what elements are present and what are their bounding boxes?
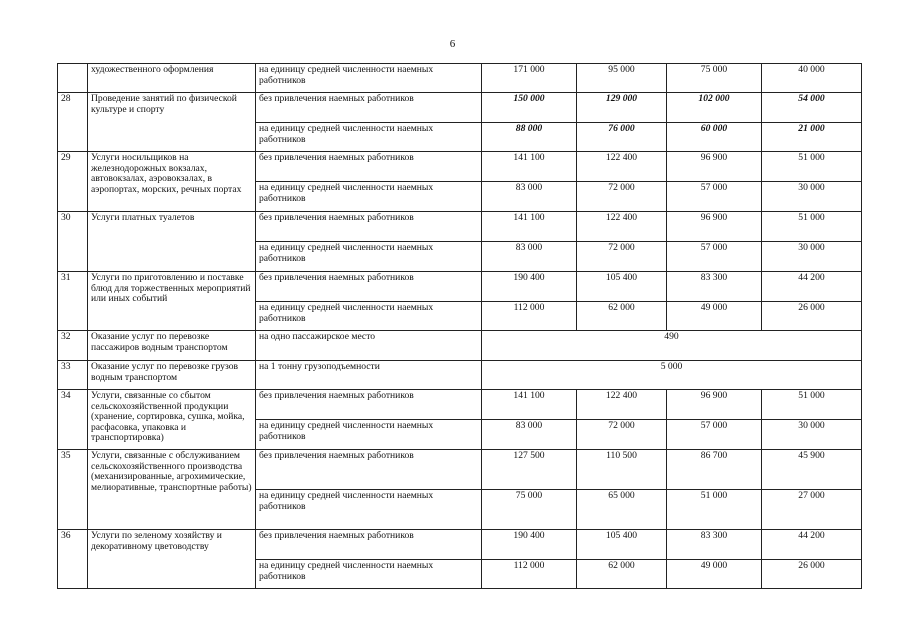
value-cell: 57 000 [667, 242, 762, 272]
table-row [58, 450, 862, 490]
service-name: Оказание услуг по перевозке пассажиров водным транспортом [88, 331, 256, 361]
unit-cell: на единицу средней численности наемных работников [256, 242, 482, 272]
value-cell: 75 000 [482, 490, 577, 530]
row-number: 33 [58, 361, 88, 390]
value-cell: 102 000 [667, 93, 762, 123]
unit-cell: на единицу средней численности наемных работников [256, 560, 482, 589]
page-number: 6 [449, 38, 456, 50]
value-cell: 96 900 [667, 212, 762, 242]
value-cell: 57 000 [667, 182, 762, 212]
service-name: Проведение занятий по физической культуре и спорту [88, 93, 256, 152]
value-cell: 21 000 [762, 123, 862, 152]
value-cell: 44 200 [762, 272, 862, 302]
value-cell: 96 900 [667, 390, 762, 420]
value-cell: 30 000 [762, 420, 862, 450]
value-cell: 88 000 [482, 123, 577, 152]
value-cell: 122 400 [577, 152, 667, 182]
unit-cell: без привлечения наемных работников [256, 212, 482, 242]
value-cell: 83 300 [667, 530, 762, 560]
merged-value-cell: 490 [482, 331, 862, 361]
value-cell: 83 000 [482, 242, 577, 272]
value-cell: 60 000 [667, 123, 762, 152]
service-name: Услуги по приготовлению и поставке блюд для торжественных мероприятий или иных событий [88, 272, 256, 331]
unit-cell: без привлечения наемных работников [256, 530, 482, 560]
value-cell: 190 400 [482, 530, 577, 560]
table-row [58, 272, 862, 302]
unit-cell: без привлечения наемных работников [256, 390, 482, 420]
table-row [58, 331, 862, 361]
value-cell: 83 300 [667, 272, 762, 302]
value-cell: 30 000 [762, 182, 862, 212]
unit-cell: на единицу средней численности наемных работников [256, 420, 482, 450]
service-name: Услуги платных туалетов [88, 212, 256, 272]
unit-cell: на единицу средней численности наемных работников [256, 123, 482, 152]
value-cell: 127 500 [482, 450, 577, 490]
value-cell: 54 000 [762, 93, 862, 123]
unit-cell: без привлечения наемных работников [256, 450, 482, 490]
service-name: Услуги по зеленому хозяйству и декоративному цветоводству [88, 530, 256, 589]
unit-cell: на единицу средней численности наемных работников [256, 490, 482, 530]
unit-cell: на 1 тонну грузоподъемности [256, 361, 482, 390]
value-cell: 62 000 [577, 560, 667, 589]
row-number: 28 [58, 93, 88, 152]
service-name: Оказание услуг по перевозке грузов водным транспортом [88, 361, 256, 390]
unit-cell: на единицу средней численности наемных работников [256, 64, 482, 93]
unit-cell: на единицу средней численности наемных работников [256, 182, 482, 212]
row-number: 29 [58, 152, 88, 212]
unit-cell: без привлечения наемных работников [256, 152, 482, 182]
row-number [58, 64, 88, 93]
value-cell: 27 000 [762, 490, 862, 530]
unit-cell: на одно пассажирское место [256, 331, 482, 361]
value-cell: 105 400 [577, 530, 667, 560]
value-cell: 141 100 [482, 390, 577, 420]
table-row [58, 152, 862, 182]
value-cell: 44 200 [762, 530, 862, 560]
table-row [58, 212, 862, 242]
value-cell: 30 000 [762, 242, 862, 272]
value-cell: 26 000 [762, 560, 862, 589]
value-cell: 122 400 [577, 212, 667, 242]
tax-rates-table [57, 63, 862, 589]
value-cell: 171 000 [482, 64, 577, 93]
value-cell: 112 000 [482, 560, 577, 589]
value-cell: 150 000 [482, 93, 577, 123]
value-cell: 95 000 [577, 64, 667, 93]
value-cell: 112 000 [482, 302, 577, 331]
merged-value-cell: 5 000 [482, 361, 862, 390]
value-cell: 51 000 [762, 390, 862, 420]
value-cell: 83 000 [482, 420, 577, 450]
value-cell: 122 400 [577, 390, 667, 420]
row-number: 36 [58, 530, 88, 589]
row-number: 30 [58, 212, 88, 272]
value-cell: 75 000 [667, 64, 762, 93]
value-cell: 86 700 [667, 450, 762, 490]
value-cell: 51 000 [762, 152, 862, 182]
value-cell: 65 000 [577, 490, 667, 530]
value-cell: 96 900 [667, 152, 762, 182]
value-cell: 76 000 [577, 123, 667, 152]
service-name: художественного оформления [88, 64, 256, 93]
row-number: 35 [58, 450, 88, 530]
value-cell: 190 400 [482, 272, 577, 302]
value-cell: 49 000 [667, 560, 762, 589]
value-cell: 26 000 [762, 302, 862, 331]
service-name: Услуги, связанные со сбытом сельскохозяйственной продукции (хранение, сортировка, сушка, мойка, расфасовка, упаковка и транспортировка) [88, 390, 256, 450]
value-cell: 110 500 [577, 450, 667, 490]
table-row [58, 64, 862, 93]
value-cell: 83 000 [482, 182, 577, 212]
value-cell: 129 000 [577, 93, 667, 123]
unit-cell: без привлечения наемных работников [256, 272, 482, 302]
unit-cell: без привлечения наемных работников [256, 93, 482, 123]
value-cell: 51 000 [762, 212, 862, 242]
value-cell: 45 900 [762, 450, 862, 490]
value-cell: 51 000 [667, 490, 762, 530]
table-row [58, 93, 862, 123]
service-name: Услуги носильщиков на железнодорожных вокзалах, автовокзалах, аэровокзалах, в аэропортах, морских, речных портах [88, 152, 256, 212]
value-cell: 62 000 [577, 302, 667, 331]
value-cell: 40 000 [762, 64, 862, 93]
value-cell: 105 400 [577, 272, 667, 302]
value-cell: 49 000 [667, 302, 762, 331]
service-name: Услуги, связанные с обслуживанием сельскохозяйственного производства (механизированные, агрохимические, мелиоративные, транспортные работы) [88, 450, 256, 530]
value-cell: 57 000 [667, 420, 762, 450]
value-cell: 141 100 [482, 212, 577, 242]
value-cell: 72 000 [577, 182, 667, 212]
table-row [58, 361, 862, 390]
table-row [58, 530, 862, 560]
value-cell: 72 000 [577, 242, 667, 272]
value-cell: 141 100 [482, 152, 577, 182]
row-number: 32 [58, 331, 88, 361]
row-number: 31 [58, 272, 88, 331]
table-row [58, 390, 862, 420]
unit-cell: на единицу средней численности наемных работников [256, 302, 482, 331]
row-number: 34 [58, 390, 88, 450]
value-cell: 72 000 [577, 420, 667, 450]
